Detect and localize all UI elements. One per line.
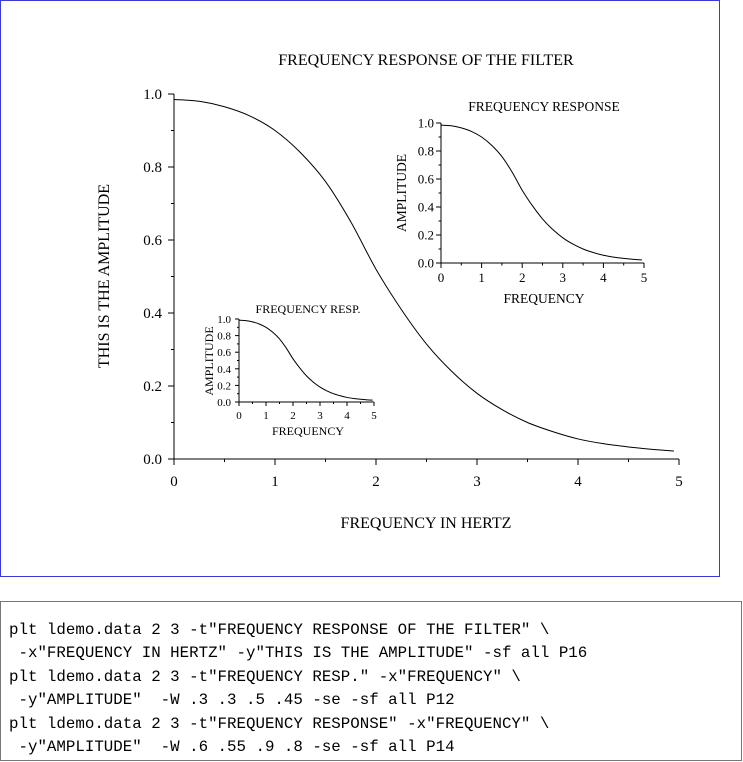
inset-large-title: FREQUENCY RESPONSE [468, 99, 620, 114]
inset-small-x-tick-label: 4 [344, 410, 350, 422]
inset-large-x-tick-label: 0 [437, 270, 445, 285]
code-line-3: plt ldemo.data 2 3 -t"FREQUENCY RESP." -x"FREQUENCY" \ [9, 667, 521, 686]
code-line-5: plt ldemo.data 2 3 -t"FREQUENCY RESPONSE" -x"FREQUENCY" \ [9, 714, 550, 733]
inset-small-y-axis-label: AMPLITUDE [202, 326, 216, 396]
main-x-tick-label: 2 [372, 474, 380, 490]
main-x-tick-label: 0 [170, 474, 178, 490]
inset-large-y-tick-label: 0.0 [417, 255, 434, 271]
inset-large-y-tick-label: 0.2 [417, 227, 434, 243]
inset-small-y-tick-label: 1.0 [217, 314, 231, 326]
inset-large-series-line [441, 125, 642, 260]
inset-large-y-tick-label: 0.6 [417, 171, 434, 187]
main-x-tick-label: 3 [473, 474, 481, 490]
inset-large-x-axis-label: FREQUENCY [503, 291, 585, 306]
main-y-tick-label: 0.2 [143, 379, 162, 395]
main-y-tick-label: 0.0 [143, 452, 162, 468]
main-y-tick-label: 0.6 [143, 233, 162, 249]
inset-small-title: FREQUENCY RESP. [255, 302, 361, 316]
inset-large-x-tick-label: 5 [640, 270, 648, 285]
main-x-axis-label: FREQUENCY IN HERTZ [340, 515, 512, 532]
code-line-2: -x"FREQUENCY IN HERTZ" -y"THIS IS THE AMPLITUDE" -sf all P16 [9, 644, 588, 663]
inset-large-x-tick-label: 2 [518, 270, 526, 285]
command-code-box [0, 601, 742, 761]
inset-small-series-line [239, 320, 373, 400]
inset-small-x-tick-label: 1 [263, 410, 269, 422]
inset-small-y-tick-label: 0.6 [217, 347, 231, 360]
main-x-tick-label: 1 [271, 474, 279, 490]
inset-small-x-tick-label: 2 [290, 410, 296, 422]
inset-large-y-tick-label: 0.4 [417, 199, 434, 215]
inset-small-x-axis-label: FREQUENCY [271, 424, 345, 438]
inset-large-x-tick-label: 1 [478, 270, 485, 285]
code-line-1: plt ldemo.data 2 3 -t"FREQUENCY RESPONSE OF THE FILTER" \ [9, 621, 550, 639]
inset-small-x-tick-label: 3 [317, 410, 323, 422]
inset-large-y-tick-label: 1.0 [417, 115, 434, 131]
plot-canvas [1, 1, 721, 578]
inset-large-y-axis-label: AMPLITUDE [394, 154, 409, 232]
main-x-tick-label: 4 [574, 474, 582, 490]
main-y-axis-label: THIS IS THE AMPLITUDE [96, 183, 113, 369]
inset-large-y-tick-label: 0.8 [417, 143, 434, 159]
inset-small-y-tick-label: 0.0 [217, 397, 231, 409]
inset-small-x-tick-label: 5 [371, 410, 377, 422]
inset-large-x-tick-label: 4 [600, 270, 607, 285]
inset-small-y-tick-label: 0.2 [217, 380, 231, 393]
inset-small-x-tick-label: 0 [236, 410, 242, 422]
inset-small-y-tick-label: 0.4 [217, 363, 231, 376]
main-x-tick-label: 5 [675, 474, 683, 490]
main-y-tick-label: 0.4 [143, 306, 162, 322]
inset-large-x-tick-label: 3 [559, 270, 567, 285]
main-title: FREQUENCY RESPONSE OF THE FILTER [278, 52, 574, 69]
main-y-tick-label: 1.0 [143, 87, 162, 103]
code-line-4: -y"AMPLITUDE" -W .3 .3 .5 .45 -se -sf all P12 [9, 691, 455, 710]
main-y-tick-label: 0.8 [143, 160, 162, 176]
inset-small-y-tick-label: 0.8 [217, 330, 231, 343]
code-line-6: -y"AMPLITUDE" -W .6 .55 .9 .8 -se -sf all P14 [9, 737, 455, 756]
